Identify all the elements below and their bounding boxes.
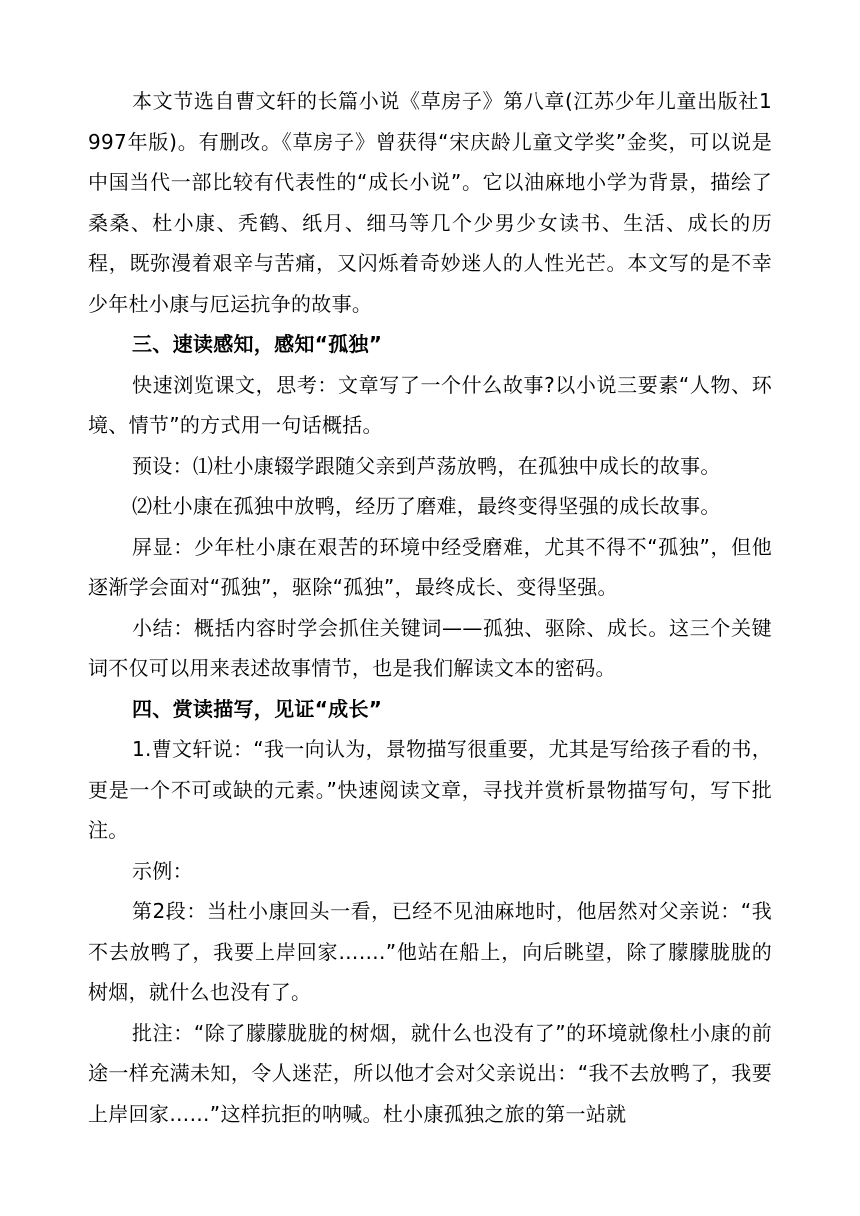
section-heading-4: 四、赏读描写，见证“成长” <box>132 696 383 721</box>
example-label: 示例： <box>132 858 193 883</box>
preset-answer-2: ⑵杜小康在孤独中放鸭，经历了磨难，最终变得坚强的成长故事。 <box>132 494 721 518</box>
document-page <box>88 81 772 1134</box>
screen-display-paragraph: 屏显：少年杜小康在艰苦的环境中经受磨难，尤其不得不“孤独”，但他逐渐学会面对“孤独”，驱除“孤独”，最终成长、变得坚强。 <box>88 534 772 599</box>
annotation-paragraph: 批注：“除了朦朦胧胧的树烟，就什么也没有了”的环境就像杜小康的前途一样充满未知，令人迷茫，所以他才会对父亲说出：“我不去放鸭了，我要上岸回家……”这样抗拒的呐喊。杜小康孤独之旅的第一站就 <box>88 1020 772 1126</box>
section-heading-3: 三、速读感知，感知“孤独” <box>132 332 383 356</box>
section-3-task: 快速浏览课文，思考：文章写了一个什么故事?以小说三要素“人物、环境、情节”的方式用一句话概括。 <box>88 372 772 437</box>
intro-paragraph: 本文节选自曹文轩的长篇小说《草房子》第八章(江苏少年儿童出版社1997年版)。有删改。《草房子》曾获得“宋庆龄儿童文学奖”金奖，可以说是中国当代一部比较有代表性的“成长小说”。它以油麻地小学为背景，描绘了桑桑、杜小康、秃鹤、纸月、细马等几个少男少女读书、生活、成长的历程，既弥漫着艰辛与苦痛，又闪烁着奇妙迷人的人性光芒。本文写的是不幸少年杜小康与厄运抗争的故事。 <box>88 89 772 316</box>
section-4-task: 1.曹文轩说：“我一向认为，景物描写很重要，尤其是写给孩子看的书，更是一个不可或缺的元素。”快速阅读文章，寻找并赏析景物描写句，写下批注。 <box>88 737 772 842</box>
preset-answer-1: 预设：⑴杜小康辍学跟随父亲到芦荡放鸭，在孤独中成长的故事。 <box>132 453 721 478</box>
example-paragraph: 第2段：当杜小康回头一看，已经不见油麻地时，他居然对父亲说：“我不去放鸭了，我要上岸回家…….”他站在船上，向后眺望，除了朦朦胧胧的树烟，就什么也没有了。 <box>88 899 772 1004</box>
summary-paragraph: 小结：概括内容时学会抓住关键词——孤独、驱除、成长。这三个关键词不仅可以用来表述故事情节，也是我们解读文本的密码。 <box>88 615 772 680</box>
